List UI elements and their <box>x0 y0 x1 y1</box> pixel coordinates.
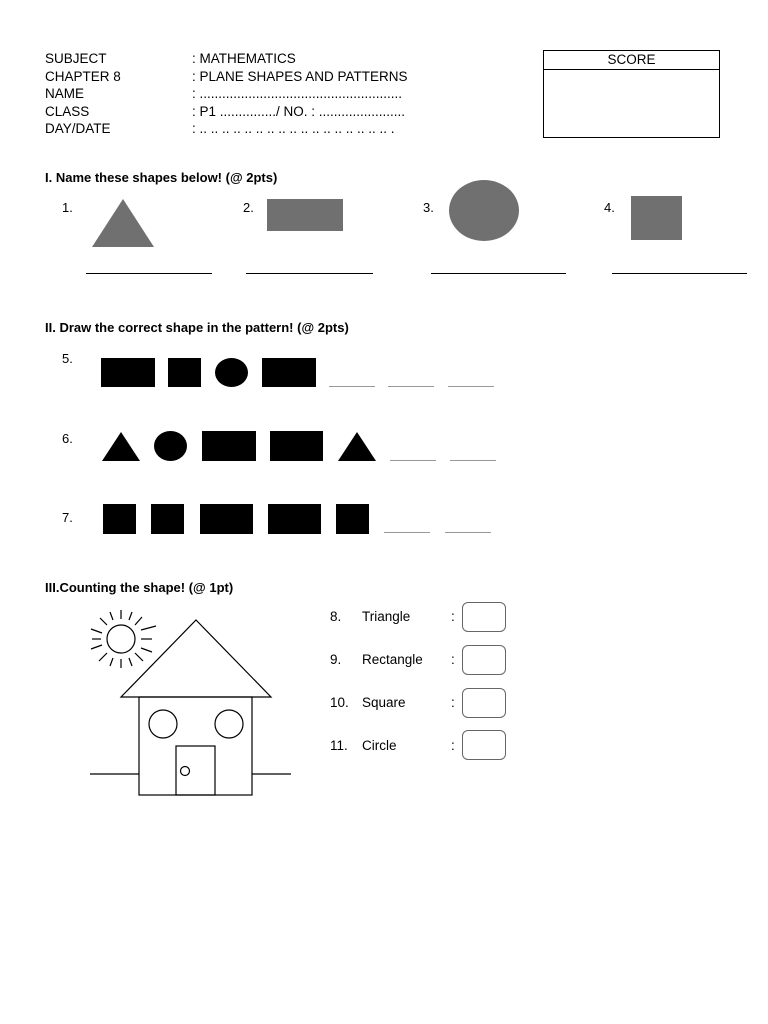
section-3-title: III.Counting the shape! (@ 1pt) <box>45 580 234 595</box>
sun-ray <box>129 612 132 620</box>
sun-ray <box>135 653 143 661</box>
item-1-number: 1. <box>62 200 73 215</box>
pattern-blank[interactable] <box>448 386 494 387</box>
subject-value: : MATHEMATICS <box>192 51 296 66</box>
date-field[interactable]: : .. .. .. .. .. .. .. .. .. .. .. .. .. .. .. .. .. . <box>192 121 395 136</box>
square-count-box[interactable] <box>462 688 506 718</box>
triangle-shape <box>90 197 156 249</box>
pattern-square <box>103 504 136 534</box>
pattern-triangle-fill <box>338 432 376 461</box>
item-7-number: 7. <box>62 510 73 525</box>
sun-ray <box>91 645 102 649</box>
item-3-number: 3. <box>423 200 434 215</box>
section-2-title: II. Draw the correct shape in the pattern! (@ 2pts) <box>45 320 349 335</box>
pattern-blank[interactable] <box>388 386 434 387</box>
pattern-blank[interactable] <box>329 386 375 387</box>
pattern-rectangle <box>101 358 155 387</box>
pattern-rectangle <box>270 431 323 461</box>
chapter-label: CHAPTER 8 <box>45 68 121 84</box>
window-circle <box>149 710 177 738</box>
item-8-number: 8. <box>330 609 342 624</box>
triangle-fill <box>92 199 154 247</box>
name-field[interactable]: : ...................................................... <box>192 86 403 101</box>
triangle-count-box[interactable] <box>462 602 506 632</box>
pattern-rectangle <box>262 358 316 387</box>
answer-blank-1[interactable] <box>86 273 212 274</box>
circle-count-label: Circle <box>362 738 397 753</box>
sun-circle <box>107 625 135 653</box>
pattern-circle <box>215 358 248 387</box>
window-circle <box>215 710 243 738</box>
pattern-blank[interactable] <box>384 532 430 533</box>
score-title: SCORE <box>544 51 719 70</box>
triangle-count-label: Triangle <box>362 609 411 624</box>
pattern-rectangle <box>202 431 256 461</box>
sun-ray <box>91 629 102 633</box>
sun-ray <box>99 653 107 661</box>
sun-ray <box>141 648 152 652</box>
pattern-blank[interactable] <box>390 460 436 461</box>
sun-ray <box>135 617 142 625</box>
chapter-value: : PLANE SHAPES AND PATTERNS <box>192 68 408 84</box>
item-10-number: 10. <box>330 695 349 710</box>
pattern-square <box>168 358 201 387</box>
sun-ray <box>100 618 107 625</box>
item-6-number: 6. <box>62 431 73 446</box>
score-box[interactable] <box>543 50 720 138</box>
section-1-title: I. Name these shapes below! (@ 2pts) <box>45 170 278 185</box>
colon: : <box>451 652 455 667</box>
sun-ray <box>129 658 132 666</box>
answer-blank-4[interactable] <box>612 273 747 274</box>
square-shape <box>631 196 682 240</box>
rectangle-count-box[interactable] <box>462 645 506 675</box>
subject-label: SUBJECT <box>45 51 107 66</box>
sun-ray <box>110 658 113 666</box>
class-label: CLASS <box>45 103 90 119</box>
item-4-number: 4. <box>604 200 615 215</box>
pattern-rectangle <box>268 504 321 534</box>
name-label: NAME <box>45 86 85 101</box>
item-9-number: 9. <box>330 652 342 667</box>
pattern-triangle <box>337 431 377 462</box>
answer-blank-2[interactable] <box>246 273 373 274</box>
rectangle-shape <box>267 199 343 231</box>
pattern-circle <box>154 431 187 461</box>
rectangle-count-label: Rectangle <box>362 652 423 667</box>
item-2-number: 2. <box>243 200 254 215</box>
colon: : <box>451 738 455 753</box>
door-knob <box>181 767 190 776</box>
pattern-square <box>336 504 369 534</box>
pattern-triangle-fill <box>102 432 140 461</box>
house-drawing <box>86 605 296 800</box>
door-rectangle <box>176 746 215 795</box>
answer-blank-3[interactable] <box>431 273 566 274</box>
pattern-rectangle <box>200 504 253 534</box>
colon: : <box>451 695 455 710</box>
circle-count-box[interactable] <box>462 730 506 760</box>
item-5-number: 5. <box>62 351 73 366</box>
circle-shape <box>449 180 519 241</box>
pattern-blank[interactable] <box>450 460 496 461</box>
sun-ray <box>141 626 156 630</box>
class-field[interactable]: : P1 .............../ NO. : ....................... <box>192 103 406 119</box>
item-11-number: 11. <box>330 738 348 753</box>
date-label: DAY/DATE <box>45 121 111 136</box>
square-count-label: Square <box>362 695 406 710</box>
colon: : <box>451 609 455 624</box>
pattern-square <box>151 504 184 534</box>
roof-triangle <box>121 620 271 697</box>
pattern-blank[interactable] <box>445 532 491 533</box>
pattern-triangle <box>101 431 141 462</box>
sun-ray <box>110 612 113 620</box>
